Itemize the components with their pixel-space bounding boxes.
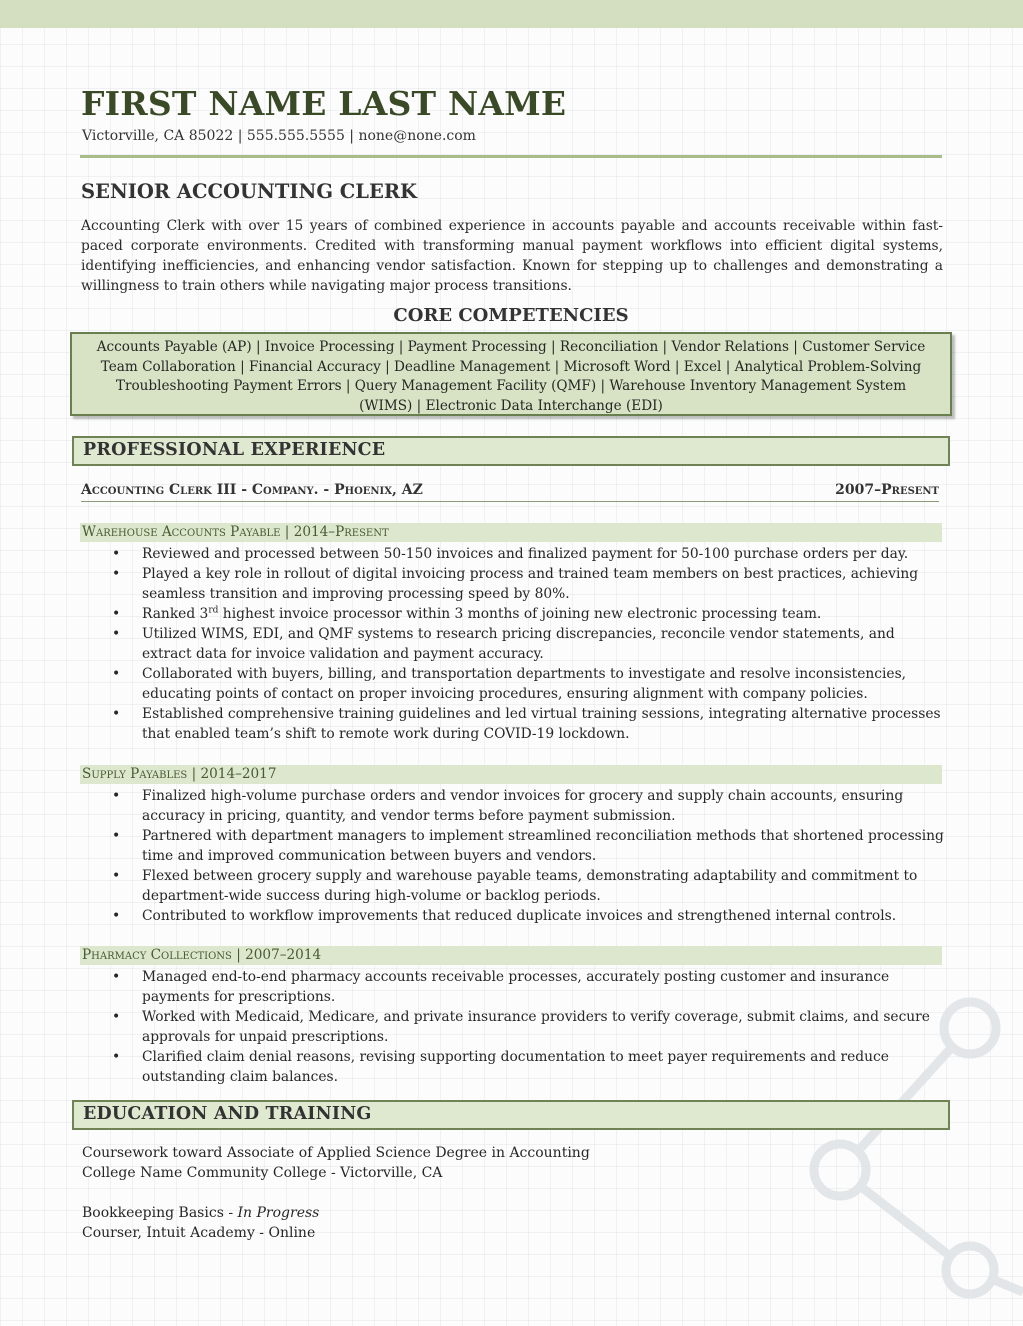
- list-item: • Managed end-to-end pharmacy accounts receivable processes, accurately posting customer and insurance payments for prescriptions.: [110, 967, 945, 1007]
- experience-section-header: [72, 436, 950, 466]
- list-item: • Utilized WIMS, EDI, and QMF systems to research pricing discrepancies, reconcile vendor statements, and extract data for invoice validation and payment accuracy.: [110, 624, 945, 664]
- course-provider-line: Courser, Intuit Academy - Online: [82, 1225, 316, 1241]
- role-header-warehouse: Warehouse Accounts Payable | 2014–Present: [80, 523, 942, 542]
- list-item: • Reviewed and processed between 50-150 invoices and finalized payment for 50-100 purchase orders per day.: [110, 544, 945, 564]
- education-section-header: [72, 1100, 950, 1130]
- core-competencies-box: [70, 332, 952, 416]
- competency-line: Accounts Payable (AP) | Invoice Processing | Payment Processing | Reconciliation | Vendor Relations | Customer Service: [96, 339, 926, 355]
- experience-heading: PROFESSIONAL EXPERIENCE: [83, 440, 386, 460]
- list-item: • Worked with Medicaid, Medicare, and private insurance providers to verify coverage, submit claims, and secure approvals for unpaid prescriptions.: [110, 1007, 945, 1047]
- competency-line: Team Collaboration | Financial Accuracy | Deadline Management | Microsoft Word | Excel | Analytical Problem-Solving: [100, 358, 922, 375]
- degree-line: Coursework toward Associate of Applied Science Degree in Accounting: [82, 1145, 590, 1161]
- school-line: College Name Community College - Victorville, CA: [82, 1165, 443, 1181]
- role-header-supply: Supply Payables | 2014–2017: [80, 765, 942, 784]
- job-dates: 2007–Present: [835, 482, 939, 498]
- competency-line: Troubleshooting Payment Errors | Query Management Facility (QMF) | Warehouse Inventory Management System: [115, 378, 907, 394]
- competency-line: (WIMS) | Electronic Data Interchange (EDI): [359, 397, 663, 414]
- education-course-block: [82, 1203, 782, 1243]
- job-header: [81, 482, 939, 502]
- target-role-title: SENIOR ACCOUNTING CLERK: [81, 180, 418, 203]
- course-line: Bookkeeping Basics - In Progress: [82, 1205, 320, 1221]
- role-bullets-pharmacy: [110, 967, 945, 1087]
- list-item: • Contributed to workflow improvements that reduced duplicate invoices and strengthened internal controls.: [110, 906, 945, 926]
- professional-summary: Accounting Clerk with over 15 years of combined experience in accounts payable and accounts receivable within fast-paced corporate environments. Credited with transforming manual payment workflows into efficient digital systems, identifying inefficiencies, and enhancing vendor satisfaction. Known for stepping up to challenges and demonstrating a willingness to train others while navigating major process transitions.: [81, 218, 943, 294]
- course-status: In Progress: [237, 1205, 320, 1221]
- list-item: • Ranked 3rd highest invoice processor within 3 months of joining new electronic processing team.: [110, 604, 945, 624]
- list-item: • Played a key role in rollout of digital invoicing process and trained team members on best practices, achieving seamless transition and improving processing speed by 80%.: [110, 564, 945, 604]
- role-header-pharmacy: Pharmacy Collections | 2007–2014: [80, 946, 942, 965]
- list-item: • Established comprehensive training guidelines and led virtual training sessions, integrating alternative processes that enabled team’s shift to remote work during COVID-19 lockdown.: [110, 704, 945, 744]
- list-item: • Partnered with department managers to implement streamlined reconciliation methods that shortened processing time and improved communication between buyers and vendors.: [110, 826, 945, 866]
- job-title: Accounting Clerk III - Company. - Phoenix, AZ: [81, 482, 423, 498]
- list-item: • Collaborated with buyers, billing, and transportation departments to investigate and resolve inconsistencies, educating points of contact on proper invoicing procedures, ensuring alignment with company policies.: [110, 664, 945, 704]
- education-heading: EDUCATION AND TRAINING: [83, 1104, 372, 1124]
- list-item: • Clarified claim denial reasons, revising supporting documentation to meet payer requirements and reduce outstanding claim balances.: [110, 1047, 945, 1087]
- core-competencies-heading: CORE COMPETENCIES: [393, 305, 629, 326]
- list-item: • Finalized high-volume purchase orders and vendor invoices for grocery and supply chain accounts, ensuring accuracy in pricing, quantity, and vendor terms before payment submission.: [110, 786, 945, 826]
- role-bullets-supply: [110, 786, 945, 926]
- role-bullets-warehouse: [110, 544, 945, 744]
- education-degree-block: [82, 1143, 782, 1183]
- header-divider: [80, 155, 942, 158]
- contact-info: Victorville, CA 85022 | 555.555.5555 | none@none.com: [82, 128, 476, 144]
- candidate-name: FIRST NAME LAST NAME: [81, 84, 567, 123]
- list-item: • Flexed between grocery supply and warehouse payable teams, demonstrating adaptability and commitment to department-wide success during high-volume or backlog periods.: [110, 866, 945, 906]
